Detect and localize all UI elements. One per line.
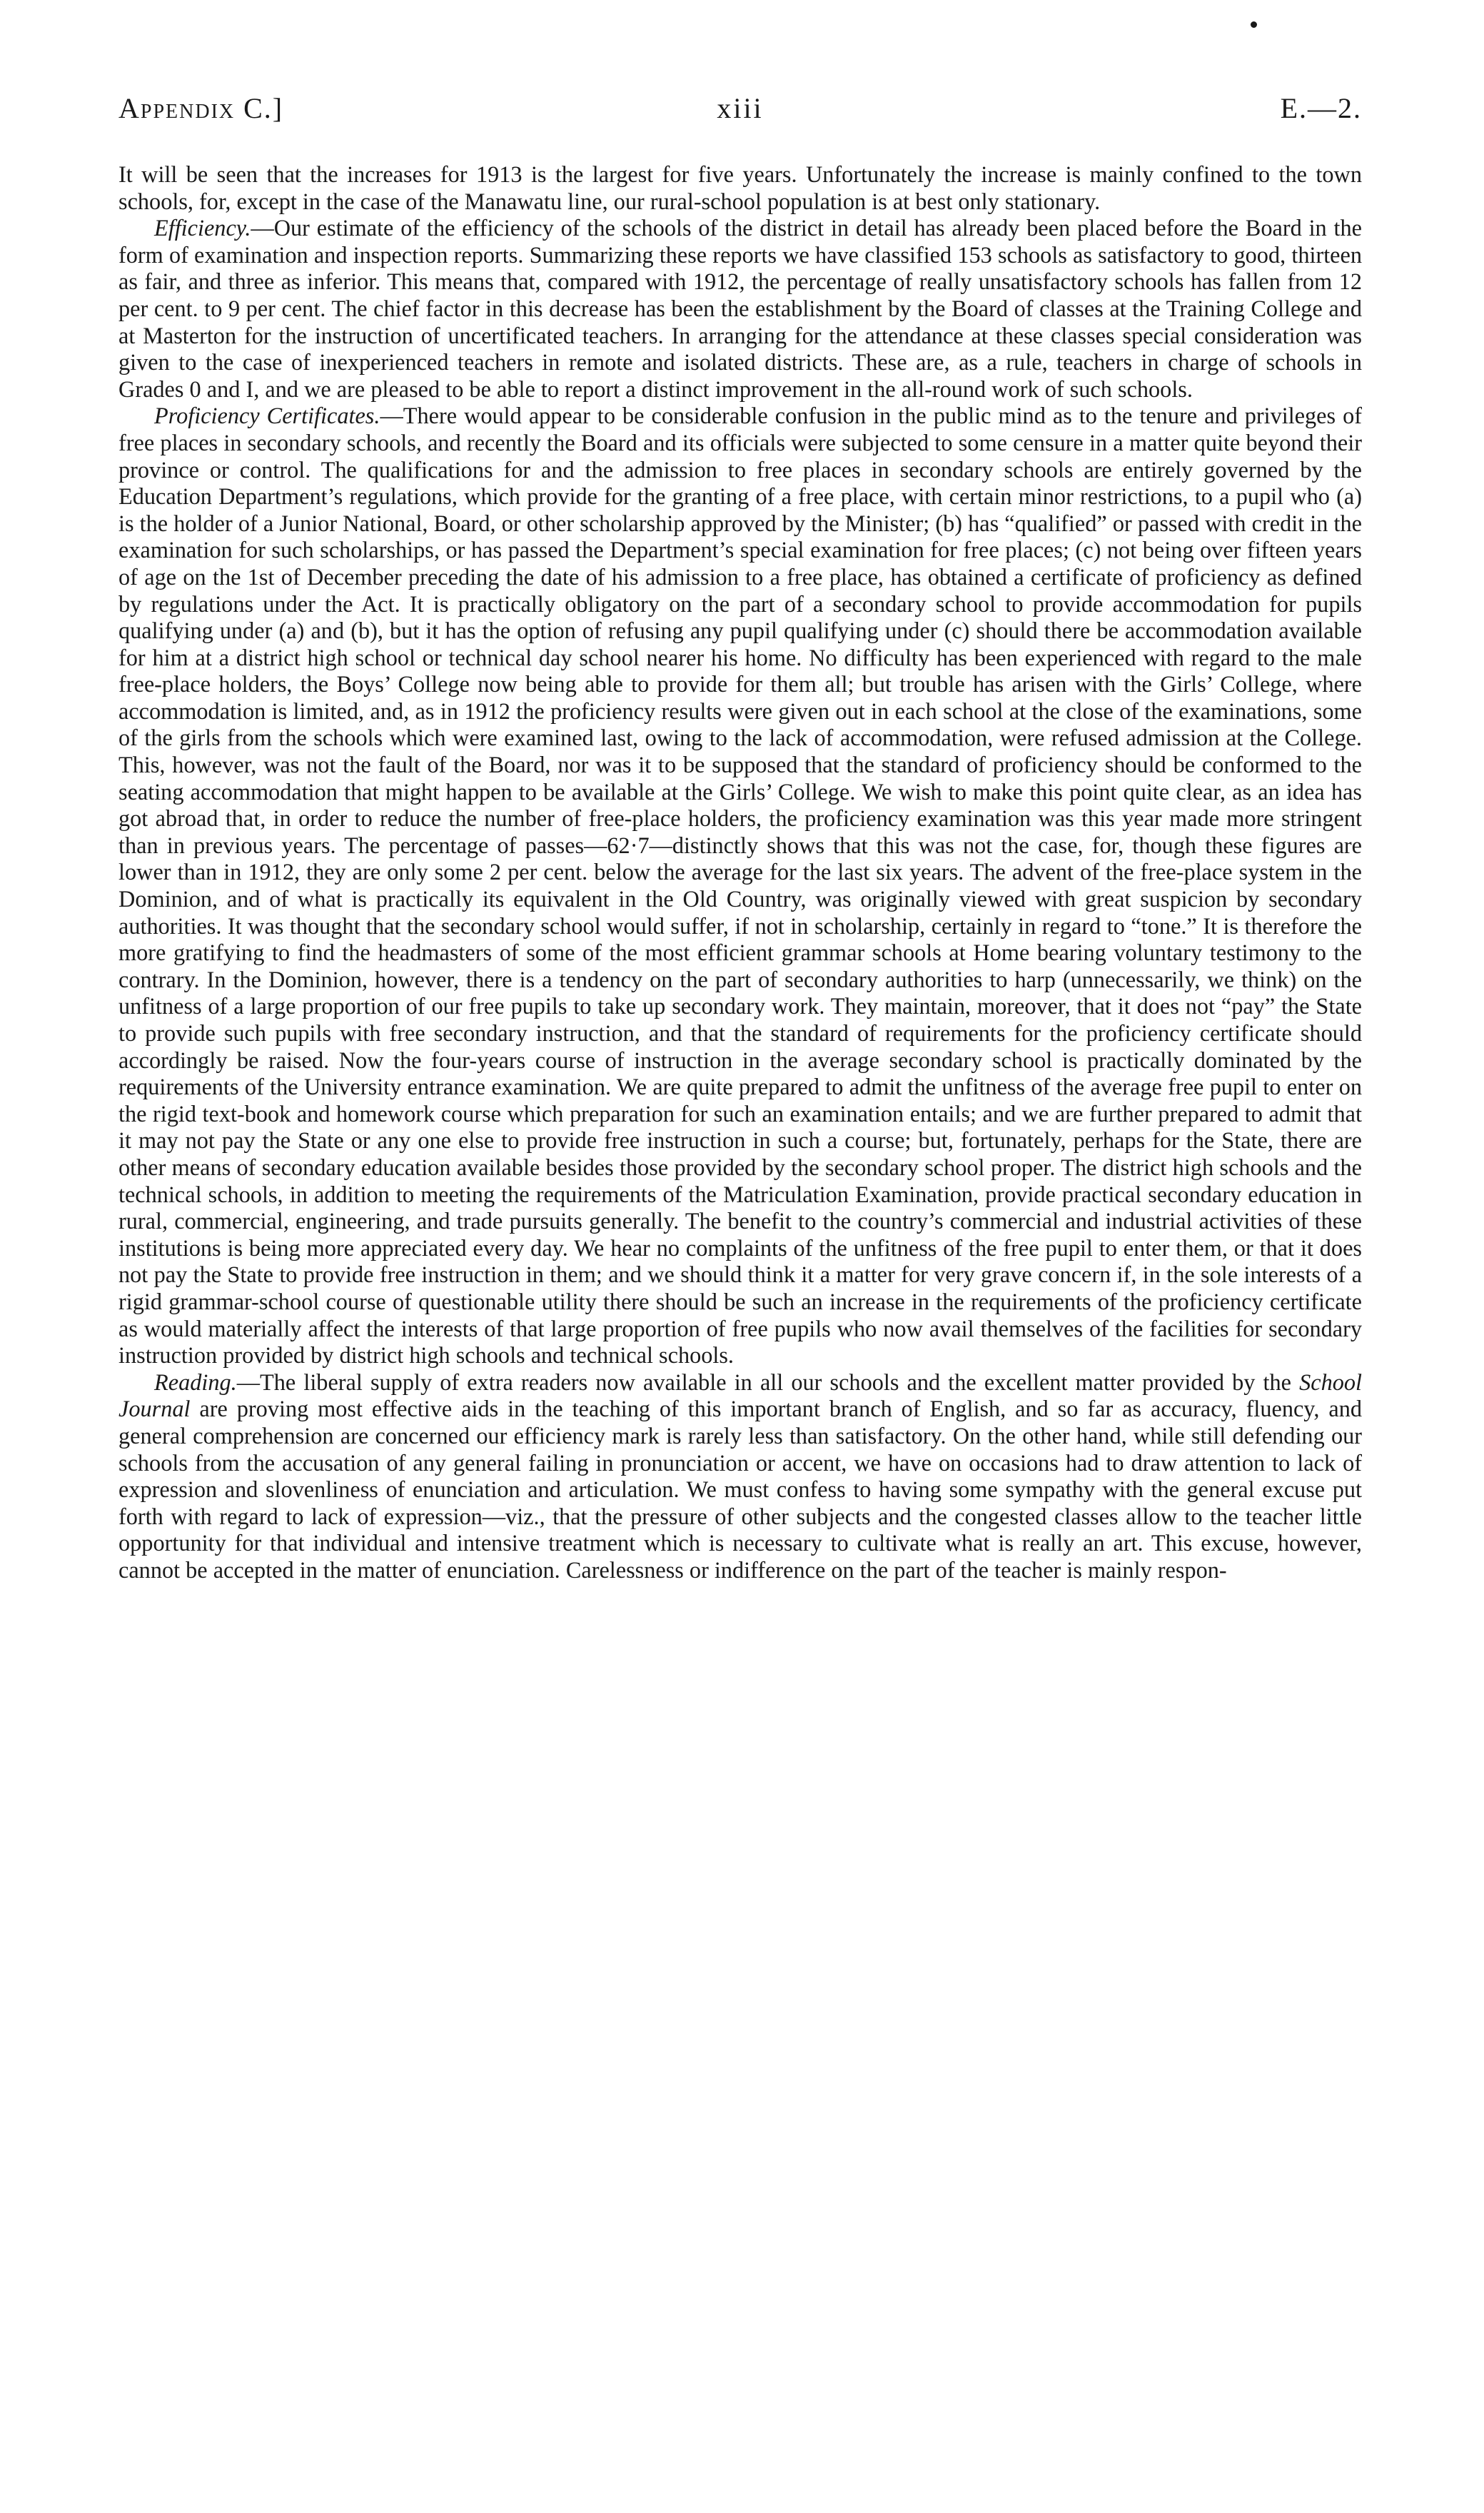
body-text bbox=[118, 161, 1362, 1583]
header-page-number: xiii bbox=[717, 92, 764, 124]
section-heading-efficiency: Efficiency. bbox=[154, 215, 251, 241]
running-header bbox=[118, 91, 1362, 134]
paragraph-reading bbox=[118, 1369, 1362, 1584]
paragraph-efficiency bbox=[118, 215, 1362, 403]
publication-title: School Journal bbox=[118, 1369, 1362, 1422]
paragraph-proficiency-certificates bbox=[118, 403, 1362, 1369]
paragraph-text: —There would appear to be considerable confusion in the public mind as to the tenure and privileges of free places in secondary schools, and recently the Board and its officials were subjected to some censure in a matter quite beyond their province or control. The qualifications for and the admission to free places in secondary schools are entirely governed by the Education Department’s regulations, which provide for the granting of a free place, with certain minor restrictions, to a pupil who (a) is the holder of a Junior National, Board, or other scholarship approved by the Minister; (b) has “qualified” or passed with credit in the examination for such scholarships, or has passed the Department’s special examination for free places; (c) not being over fifteen years of age on the 1st of December preceding the date of his admission to a free place, has obtained a certificate of proficiency as defined by regulations under the Act. It is practically obligatory on the part of a secondary school to provide accommodation for pupils qualifying under (a) and (b), but it has the option of refusing any pupil qualifying under (c) should there be accommodation available for him at a district high school or technical day school nearer his home. No difficulty has been experienced with regard to the male free-place holders, the Boys’ College now being able to provide for them all; but trouble has arisen with the Girls’ College, where accommodation is limited, and, as in 1912 the proficiency results were given out in each school at the close of the examinations, some of the girls from the schools which were examined last, owing to the lack of accommodation, were refused admission at the College. This, however, was not the fault of the Board, nor was it to be supposed that the standard of proficiency should be conformed to the seating accommodation that might happen to be available at the Girls’ College. We wish to make this point quite clear, as an idea has got abroad that, in order to reduce the number of free-place holders, the proficiency examination was this year made more stringent than in previous years. The percentage of passes—62·7—distinctly shows that this was not the case, for, though these figures are lower than in 1912, they are only some 2 per cent. below the average for the last six years. The advent of the free-place system in the Dominion, and of what is practically its equivalent in the Old Country, was originally viewed with great suspicion by secondary authorities. It was thought that the secondary school would suffer, if not in scholarship, certainly in regard to “tone.” It is therefore the more gratifying to find the headmasters of some of the most efficient grammar schools at Home bearing voluntary testimony to the contrary. In the Dominion, however, there is a tendency on the part of secondary authorities to harp (unnecessarily, we think) on the unfitness of a large proportion of our free pupils to take up secondary work. They maintain, moreover, that it does not “pay” the State to provide such pupils with free secondary instruction, and that the standard of requirements for the proficiency certificate should accordingly be raised. Now the four-years course of instruction in the average secondary school is practically dominated by the requirements of the University entrance examination. We are quite prepared to admit the unfitness of the average free pupil to enter on the rigid text-book and homework course which preparation for such an examination entails; and we are further prepared to admit that it may not pay the State or any one else to provide free instruction in such a course; but, fortunately, perhaps for the State, there are other means of secondary education available besides those provided by the secondary school proper. The district high schools and the technical schools, in addition to meeting the requirements of the Matriculation Examination, provide practical secondary education in rural, commercial, engineering, and trade pursuits generally. The benefit to the country’s commercial and industrial activities of these institutions is being more appreciated every day. We hear no complaints of the unfitness of the free pupil to enter them, or that it does not pay the State to provide free instruction in them; and we should think it a matter for very grave concern if, in the sole interests of a rigid grammar-school course of questionable utility there should be such an increase in the requirements of the proficiency certificate as would materially affect the interests of that large proportion of free pupils who now avail themselves of the facilities for secondary instruction provided by district high schools and technical schools. bbox=[118, 403, 1362, 1369]
paragraph-text: It will be seen that the increases for 1913 is the largest for five years. Unfortunately the increase is mainly confined to the town schools, for, except in the case of the Manawatu line, our rural-school population is at best only stationary. bbox=[118, 161, 1362, 214]
ink-dot-mark bbox=[1251, 21, 1257, 28]
header-appendix: Appendix C.] bbox=[118, 92, 284, 124]
paragraph-text: —Our estimate of the efficiency of the schools of the district in detail has already been placed before the Board in the form of examination and inspection reports. Summarizing these reports we have classified 153 schools as satisfactory to good, thirteen as fair, and three as inferior. This means that, compared with 1912, the percentage of really unsatisfactory schools has fallen from 12 per cent. to 9 per cent. The chief factor in this decrease has been the establishment by the Board of classes at the Training College and at Masterton for the instruction of uncertificated teachers. In arranging for the attendance at these classes special consideration was given to the case of inexperienced teachers in remote and isolated districts. These are, as a rule, teachers in charge of schools in Grades 0 and I, and we are pleased to be able to report a distinct improvement in the all-round work of such schools. bbox=[118, 215, 1362, 402]
header-document-code: E.—2. bbox=[1280, 92, 1362, 124]
section-heading-proficiency: Proficiency Certificates. bbox=[154, 403, 380, 429]
paragraph-intro bbox=[118, 161, 1362, 215]
paragraph-text: are proving most effective aids in the teaching of this important branch of English, and so far as accuracy, fluency, and general comprehension are concerned our efficiency mark is rarely less than satisfactory. On the other hand, while still defending our schools from the accusation of any general failing in pronunciation or accent, we have on occasions had to draw attention to lack of expression and slovenliness of enunciation and articulation. We must confess to having some sympathy with the general excuse put forth with regard to lack of expression—viz., that the pressure of other subjects and the congested classes allow to the teacher little opportunity for that individual and intensive treatment which is necessary to cultivate what is really an art. This excuse, however, cannot be accepted in the matter of enunciation. Carelessness or indifference on the part of the teacher is mainly respon- bbox=[118, 1396, 1362, 1583]
paragraph-text: —The liberal supply of extra readers now available in all our schools and the excellent matter provided by the bbox=[236, 1369, 1300, 1395]
section-heading-reading: Reading. bbox=[154, 1369, 237, 1395]
